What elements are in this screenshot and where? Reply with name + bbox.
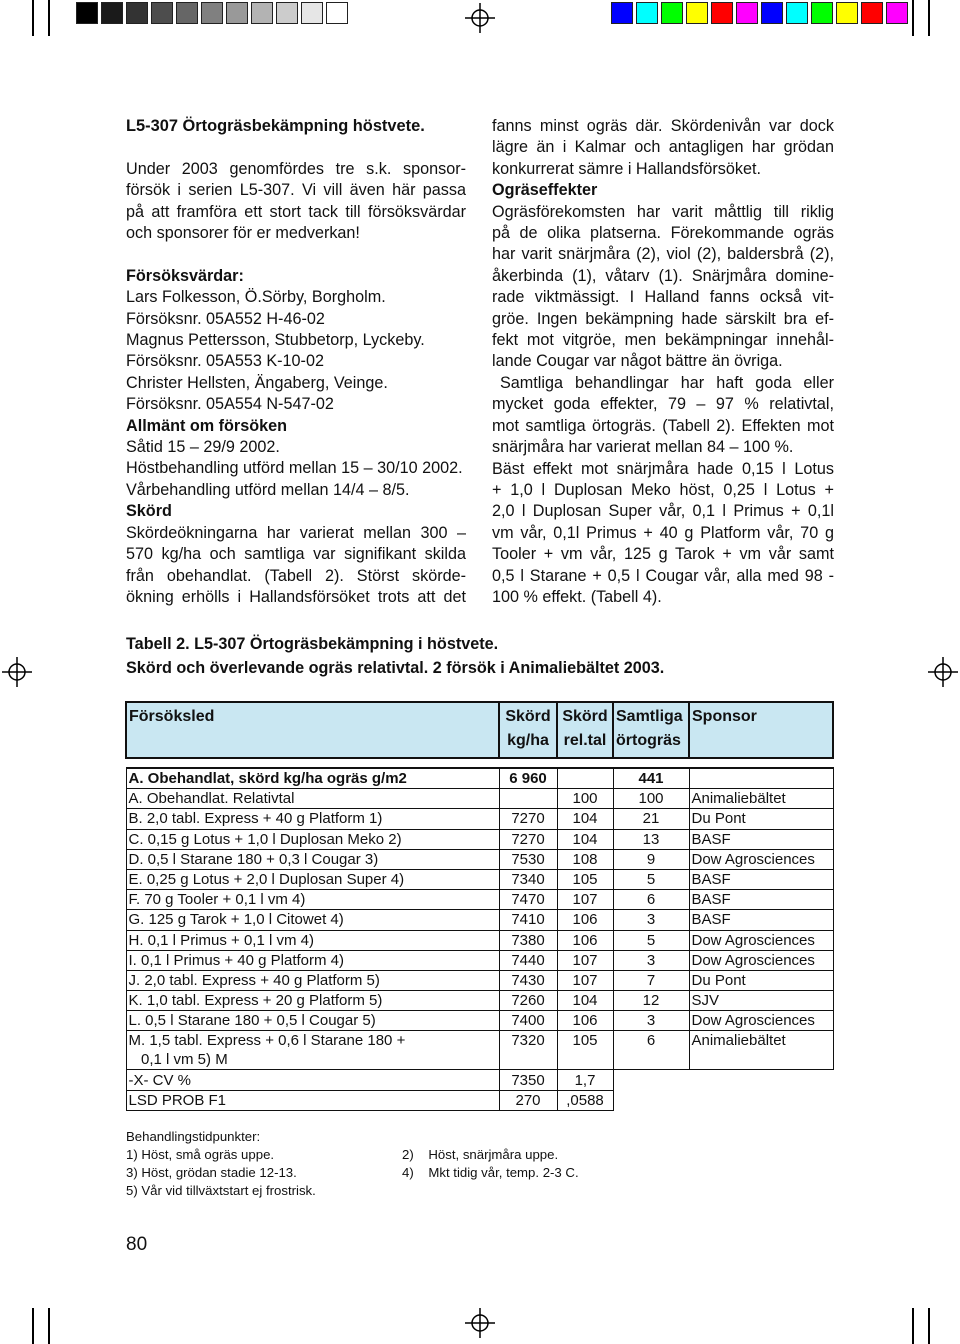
table-cell: BASF: [689, 869, 833, 889]
crop-mark-bottom-left-2: [48, 1308, 50, 1344]
table-cell: 3: [613, 950, 689, 970]
weed-heading: Ogräseffekter: [492, 181, 598, 200]
weed-line: åkerbinda (1), våtarv (1). Snärjmåra domine-: [492, 266, 834, 285]
gray-calibration-bar: [76, 2, 351, 24]
intro-line: på att framföra ett stort tack till försöksvärdar: [126, 202, 466, 221]
table-cell: Dow Agrosciences: [689, 849, 833, 869]
yield-line: från obehandlat. (Tabell 2). Störst skörde-: [126, 566, 466, 585]
continued-line: lägre än i Kalmar och antagligen har grödan: [492, 138, 834, 157]
calibration-swatch: [886, 2, 908, 24]
table-cell: D. 0,5 l Starane 180 + 0,3 l Cougar 3): [126, 849, 499, 869]
table-cell: 106: [557, 930, 613, 950]
general-line: Såtid 15 – 29/9 2002.: [126, 438, 280, 457]
weed-line: snärjmåra har varierat mellan 84 – 100 %.: [492, 438, 794, 457]
table-cell: ,0588: [557, 1090, 613, 1110]
table-cell: 6: [613, 1031, 689, 1070]
page-number: 80: [126, 1234, 148, 1255]
hosts-heading: Försöksvärdar:: [126, 266, 244, 285]
host-line: Försöksnr. 05A554 N-547-02: [126, 395, 334, 414]
host-line: Magnus Pettersson, Stubbetorp, Lyckeby.: [126, 331, 425, 350]
table-cell: BASF: [689, 829, 833, 849]
table-cell: E. 0,25 g Lotus + 2,0 l Duplosan Super 4): [126, 869, 499, 889]
table-cell: K. 1,0 tabl. Express + 20 g Platform 5): [126, 991, 499, 1011]
yield-heading: Skörd: [126, 502, 172, 521]
continued-line: konkurrerat sämre i Hallandsförsöket.: [492, 159, 761, 178]
table-cell: 7340: [499, 869, 557, 889]
table-cell: 5: [613, 930, 689, 950]
table-cell: 7410: [499, 910, 557, 930]
crop-mark-top-right: [912, 0, 914, 36]
weed-line: Bäst effekt mot snärjmåra hade 0,15 l Lotus: [492, 459, 834, 478]
crop-mark-top-right-2: [928, 0, 930, 36]
table-cell: 12: [613, 991, 689, 1011]
notes-heading: Behandlingstidpunkter:: [126, 1129, 261, 1144]
table-separator: [126, 758, 833, 768]
table-cell: [689, 1070, 833, 1090]
weed-line: mot samtliga örtogräs. (Tabell 2). Effekten mot: [492, 416, 834, 435]
table-cell: 7350: [499, 1070, 557, 1090]
weed-line: Tooler + vm vår, 125 g Tarok + vm vår samt: [492, 545, 834, 564]
continued-line: fanns minst ogräs där. Skördenivån var dock: [492, 117, 834, 135]
table-cell: H. 0,1 l Primus + 0,1 l vm 4): [126, 930, 499, 950]
table-row: [126, 809, 833, 829]
table-cell: 105: [557, 869, 613, 889]
table-cell: A. Obehandlat, skörd kg/ha ogräs g/m2: [126, 768, 499, 789]
table-cell: 21: [613, 809, 689, 829]
calibration-swatch: [786, 2, 808, 24]
calibration-swatch: [861, 2, 883, 24]
table-cell: 7440: [499, 950, 557, 970]
table-cell: Animaliebältet: [689, 1031, 833, 1070]
table-cell: Animaliebältet: [689, 789, 833, 809]
table-cell: Dow Agrosciences: [689, 930, 833, 950]
table-row: [126, 789, 833, 809]
registration-mark-icon: [928, 657, 958, 687]
table-cell: 7260: [499, 991, 557, 1011]
table-row: [126, 869, 833, 889]
table-row: [126, 950, 833, 970]
calibration-swatch: [101, 2, 123, 24]
table-row: [126, 768, 833, 789]
calibration-swatch: [276, 2, 298, 24]
calibration-swatch: [811, 2, 833, 24]
table-cell: 105: [557, 1031, 613, 1070]
host-line: Försöksnr. 05A552 H-46-02: [126, 309, 325, 328]
weed-line: rade viktmässigt. I Halland fanns också vit-: [492, 288, 834, 307]
table-cell: 13: [613, 829, 689, 849]
header-cell: Sponsor: [689, 702, 833, 758]
table-row: [126, 1011, 833, 1031]
table-cell: LSD PROB F1: [126, 1090, 499, 1110]
color-calibration-bar: [611, 2, 911, 24]
table-cell: A. Obehandlat. Relativtal: [126, 789, 499, 809]
calibration-swatch: [176, 2, 198, 24]
table-cell: 5: [613, 869, 689, 889]
header-cell: Skörd rel.tal: [557, 702, 613, 758]
table-cell: 6 960: [499, 768, 557, 789]
table-cell: 106: [557, 910, 613, 930]
table-cell: [499, 789, 557, 809]
treatment-notes: [126, 1128, 579, 1200]
table-cell: Du Pont: [689, 970, 833, 990]
table-cell: [689, 768, 833, 789]
table-cell: [613, 1070, 689, 1090]
table-cell: 9: [613, 849, 689, 869]
table-row: [126, 849, 833, 869]
table-cell: 6: [613, 890, 689, 910]
table-cell: 7470: [499, 890, 557, 910]
table-caption: [126, 632, 664, 680]
table-cell: 7: [613, 970, 689, 990]
weed-line: på de olika platserna. Förekommande ogräs: [492, 224, 834, 243]
table-cell: 108: [557, 849, 613, 869]
calibration-swatch: [76, 2, 98, 24]
table-cell: Dow Agrosciences: [689, 950, 833, 970]
table-cell: M. 1,5 tabl. Express + 0,6 l Starane 180 + 0,1 l vm 5) M: [126, 1031, 499, 1070]
table-row: [126, 890, 833, 910]
host-line: Lars Folkesson, Ö.Sörby, Borgholm.: [126, 288, 386, 307]
table-row: [126, 991, 833, 1011]
calibration-swatch: [736, 2, 758, 24]
table-cell: 7430: [499, 970, 557, 990]
general-heading: Allmänt om försöken: [126, 416, 287, 435]
table-cell: 441: [613, 768, 689, 789]
table-cell: J. 2,0 tabl. Express + 40 g Platform 5): [126, 970, 499, 990]
note-line: 5) Vår vid tillväxtstart ej frostrisk.: [126, 1183, 316, 1198]
table-cell: F. 70 g Tooler + 0,1 l vm 4): [126, 890, 499, 910]
table-row: [126, 910, 833, 930]
calibration-swatch: [326, 2, 348, 24]
calibration-swatch: [126, 2, 148, 24]
header-cell: Försöksled: [126, 702, 499, 758]
calibration-swatch: [711, 2, 733, 24]
weed-line: mycket goda effekter, 79 – 97 % relativtal,: [492, 395, 834, 414]
table-row: [126, 1090, 833, 1110]
table-cell: 106: [557, 1011, 613, 1031]
table-cell: 3: [613, 1011, 689, 1031]
table-cell: 7270: [499, 829, 557, 849]
table-cell: 7530: [499, 849, 557, 869]
calibration-swatch: [661, 2, 683, 24]
table-cell: C. 0,15 g Lotus + 1,0 l Duplosan Meko 2): [126, 829, 499, 849]
intro-line: Under 2003 genomfördes tre s.k. sponsor-: [126, 159, 466, 178]
weed-line: lande Cougar var något bättre än övriga.: [492, 352, 783, 371]
table-cell: 7320: [499, 1031, 557, 1070]
weed-line: gröe. Ingen bekämpning hade särskilt bra ef-: [492, 309, 834, 328]
table-cell: 107: [557, 890, 613, 910]
table-row: [126, 1031, 833, 1070]
left-column: [126, 116, 466, 608]
weed-line: har varit snärjmåra (2), viol (2), baldersbrå (2),: [492, 245, 834, 264]
table-cell: G. 125 g Tarok + 1,0 l Citowet 4): [126, 910, 499, 930]
weed-line: 2,0 l Duplosan Super vår, 0,1 l Primus + 0,1l: [492, 502, 834, 521]
table-cell: 7270: [499, 809, 557, 829]
yield-line: Skördeökningarna har varierat mellan 300 –: [126, 523, 466, 542]
table-header-row: [126, 702, 833, 758]
table-cell: Dow Agrosciences: [689, 1011, 833, 1031]
calibration-swatch: [301, 2, 323, 24]
table-cell: 100: [557, 789, 613, 809]
results-table: [125, 701, 834, 1111]
header-cell: Samtliga örtogräs: [613, 702, 689, 758]
table-cell: BASF: [689, 890, 833, 910]
caption-line: Tabell 2. L5-307 Örtogräsbekämpning i höstvete.: [126, 635, 499, 653]
registration-mark-icon: [465, 1308, 495, 1338]
note-line: 1) Höst, små ogräs uppe. 2) Höst, snärjmåra uppe.: [126, 1147, 559, 1162]
table-cell: 7400: [499, 1011, 557, 1031]
table-cell: -X- CV %: [126, 1070, 499, 1090]
registration-mark-icon: [465, 3, 495, 33]
table-cell: [557, 768, 613, 789]
table-cell: L. 0,5 l Starane 180 + 0,5 l Cougar 5): [126, 1011, 499, 1031]
table-cell: 104: [557, 829, 613, 849]
table-cell: 107: [557, 970, 613, 990]
crop-mark-bottom-left: [32, 1308, 34, 1344]
calibration-swatch: [836, 2, 858, 24]
table-cell: 104: [557, 991, 613, 1011]
crop-mark-bottom-right-2: [928, 1308, 930, 1344]
weed-line: vm vår, 0,1l Primus + 40 g Platform vår, 70 g: [492, 523, 834, 542]
yield-line: ökning erhölls i Hallandsförsöket trots att det: [126, 587, 466, 606]
calibration-swatch: [611, 2, 633, 24]
caption-line: Skörd och överlevande ogräs relativtal. 2 försök i Animaliebältet 2003.: [126, 659, 665, 677]
yield-line: 570 kg/ha och samtliga var signifikant skilda: [126, 545, 466, 564]
weed-line: 100 % effekt. (Tabell 4).: [492, 587, 662, 606]
weed-line: Ogräsförekomsten har varit måttlig till riklig: [492, 202, 834, 221]
table-cell: 7380: [499, 930, 557, 950]
table-cell: BASF: [689, 910, 833, 930]
general-line: Höstbehandling utförd mellan 15 – 30/10 2002.: [126, 459, 463, 478]
intro-line: försök i serien L5-307. Vi vill även här passa: [126, 181, 466, 200]
table-cell: 100: [613, 789, 689, 809]
intro-line: och sponsorer för er medverkan!: [126, 224, 360, 243]
calibration-swatch: [761, 2, 783, 24]
header-cell: Skörd kg/ha: [499, 702, 557, 758]
table-row: [126, 1070, 833, 1090]
weed-line: 0,5 l Starane + 0,5 l Cougar vår, alla med 98 -: [492, 566, 834, 585]
crop-mark-bottom-right: [912, 1308, 914, 1344]
table-cell: 1,7: [557, 1070, 613, 1090]
calibration-swatch: [636, 2, 658, 24]
weed-line: Samtliga behandlingar har haft goda eller: [500, 373, 834, 392]
host-line: Försöksnr. 05A553 K-10-02: [126, 352, 324, 371]
calibration-swatch: [251, 2, 273, 24]
table-cell: 270: [499, 1090, 557, 1110]
table-cell: I. 0,1 l Primus + 40 g Platform 4): [126, 950, 499, 970]
table-row: [126, 829, 833, 849]
calibration-swatch: [686, 2, 708, 24]
table-cell: 3: [613, 910, 689, 930]
host-line: Christer Hellsten, Ängaberg, Veinge.: [126, 373, 388, 392]
table-cell: Du Pont: [689, 809, 833, 829]
general-line: Vårbehandling utförd mellan 14/4 – 8/5.: [126, 480, 410, 499]
weed-line: fekt mot vitgröe, men bekämpningar innehål-: [492, 331, 834, 350]
crop-mark-top-left: [32, 0, 34, 36]
calibration-swatch: [151, 2, 173, 24]
table-cell: 107: [557, 950, 613, 970]
article-title: L5-307 Örtogräsbekämpning höstvete.: [126, 117, 425, 135]
crop-mark-top-left-2: [48, 0, 50, 36]
weed-line: + 1,0 l Duplosan Meko höst, 0,25 l Lotus +: [492, 480, 834, 499]
note-line: 3) Höst, grödan stadie 12-13. 4) Mkt tidig vår, temp. 2-3 C.: [126, 1165, 579, 1180]
table-row: [126, 970, 833, 990]
table-cell: [613, 1090, 689, 1110]
calibration-swatch: [201, 2, 223, 24]
table-row: [126, 930, 833, 950]
table-cell: B. 2,0 tabl. Express + 40 g Platform 1): [126, 809, 499, 829]
table-cell: 104: [557, 809, 613, 829]
table-cell: [689, 1090, 833, 1110]
table-cell: SJV: [689, 991, 833, 1011]
registration-mark-icon: [2, 657, 32, 687]
right-column: [492, 116, 834, 608]
calibration-swatch: [226, 2, 248, 24]
